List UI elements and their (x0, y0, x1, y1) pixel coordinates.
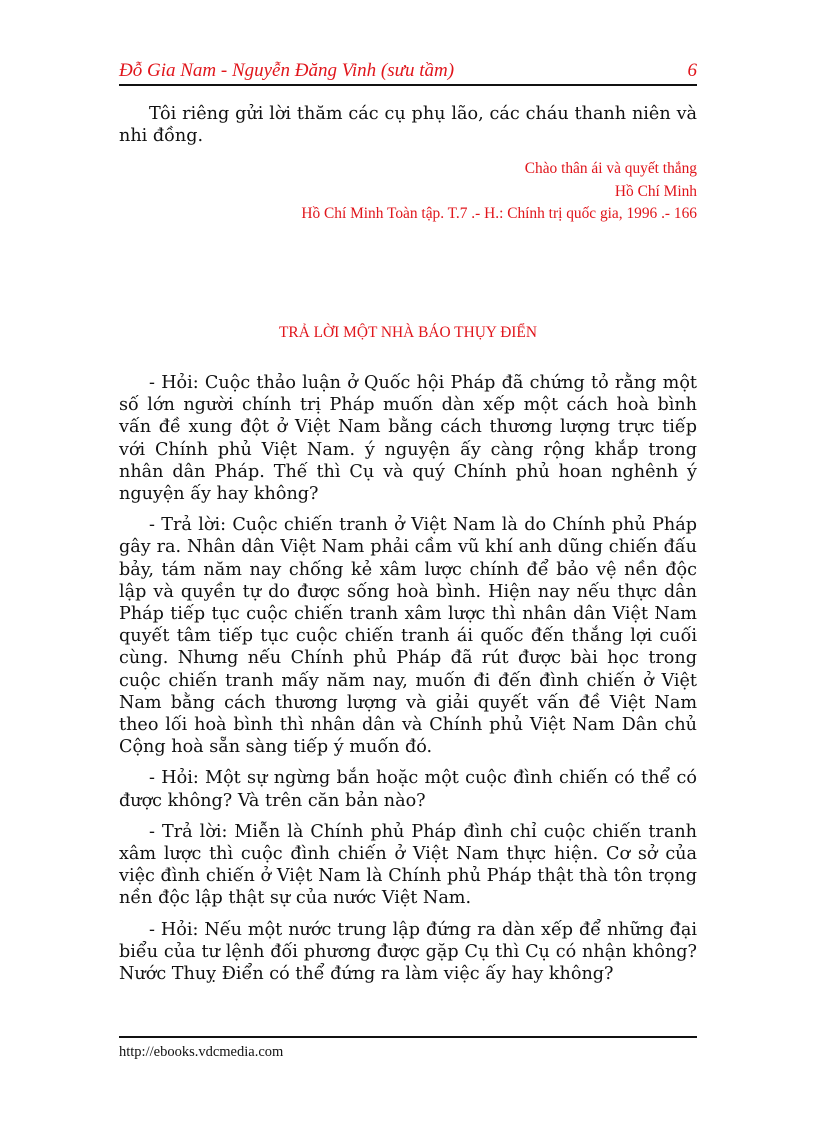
signature-name: Hồ Chí Minh (614, 182, 697, 200)
footer-divider (119, 1036, 697, 1038)
footer-url[interactable]: http://ebooks.vdcmedia.com (119, 1044, 284, 1060)
opening-text (119, 103, 697, 147)
page-header (119, 58, 697, 86)
header-title: Đỗ Gia Nam - Nguyễn Đăng Vinh (sưu tầm) (119, 60, 455, 81)
interview-paragraph: - Hỏi: Cuộc thảo luận ở Quốc hội Pháp đã chứng tỏ rằng một số lớn người chính trị Pháp muốn dàn xếp một cách hoà bình vấn đề xung đột ở Việt Nam bằng cách thương lượng trực tiếp với Chính phủ Việt Nam. ý nguyện ấy càng rộng khắp trong nhân dân Pháp. Thế thì Cụ và quý Chính phủ hoan nghênh ý nguyện ấy hay không? (119, 373, 697, 505)
page-number: 6 (687, 60, 697, 81)
section-title: TRẢ LỜI MỘT NHÀ BÁO THỤY ĐIỂN (279, 324, 537, 341)
interview-paragraph: - Trả lời: Cuộc chiến tranh ở Việt Nam là do Chính phủ Pháp gây ra. Nhân dân Việt Nam phải cầm vũ khí anh dũng chiến đấu bảy, tám năm nay chống kẻ xâm lược chính để bảo vệ nền độc lập và quyền tự do được sống hoà bình. Hiện nay nếu thực dân Pháp tiếp tục cuộc chiến tranh xâm lược thì nhân dân Việt Nam quyết tâm tiếp tục cuộc chiến tranh ái quốc đến thắng lợi cuối cùng. Nhưng nếu Chính phủ Pháp đã rút được bài học trong cuộc chiến tranh mấy năm nay, muốn đi đến đình chiến ở Việt Nam bằng cách thương lượng và giải quyết vấn đề Việt Nam theo lối hoà bình thì nhân dân và Chính phủ Việt Nam Dân chủ Cộng hoà sẵn sàng tiếp ý muốn đó. (119, 515, 697, 758)
signature-citation: Hồ Chí Minh Toàn tập. T.7 .- H.: Chính trị quốc gia, 1996 .- 166 (301, 205, 697, 222)
opening-paragraph: Tôi riêng gửi lời thăm các cụ phụ lão, các cháu thanh niên và nhi đồng. (119, 104, 697, 147)
interview-paragraph: - Hỏi: Một sự ngừng bắn hoặc một cuộc đình chiến có thể có được không? Và trên căn bản nào? (119, 768, 697, 811)
interview-body (119, 372, 697, 994)
signature-closing: Chào thân ái và quyết thắng (524, 160, 697, 177)
interview-paragraph: - Trả lời: Miễn là Chính phủ Pháp đình chỉ cuộc chiến tranh xâm lược thì cuộc đình chiến ở Việt Nam thực hiện. Cơ sở của việc đình chiến ở Việt Nam là Chính phủ Pháp thật thà tôn trọng nền độc lập thật sự của nước Việt Nam. (119, 821, 697, 909)
interview-paragraph: - Hỏi: Nếu một nước trung lập đứng ra dàn xếp để những đại biểu của tư lệnh đối phương được gặp Cụ thì Cụ có nhận không? Nước Thuỵ Điển có thể đứng ra làm việc ấy hay không? (119, 919, 697, 985)
signature-block (119, 158, 697, 226)
